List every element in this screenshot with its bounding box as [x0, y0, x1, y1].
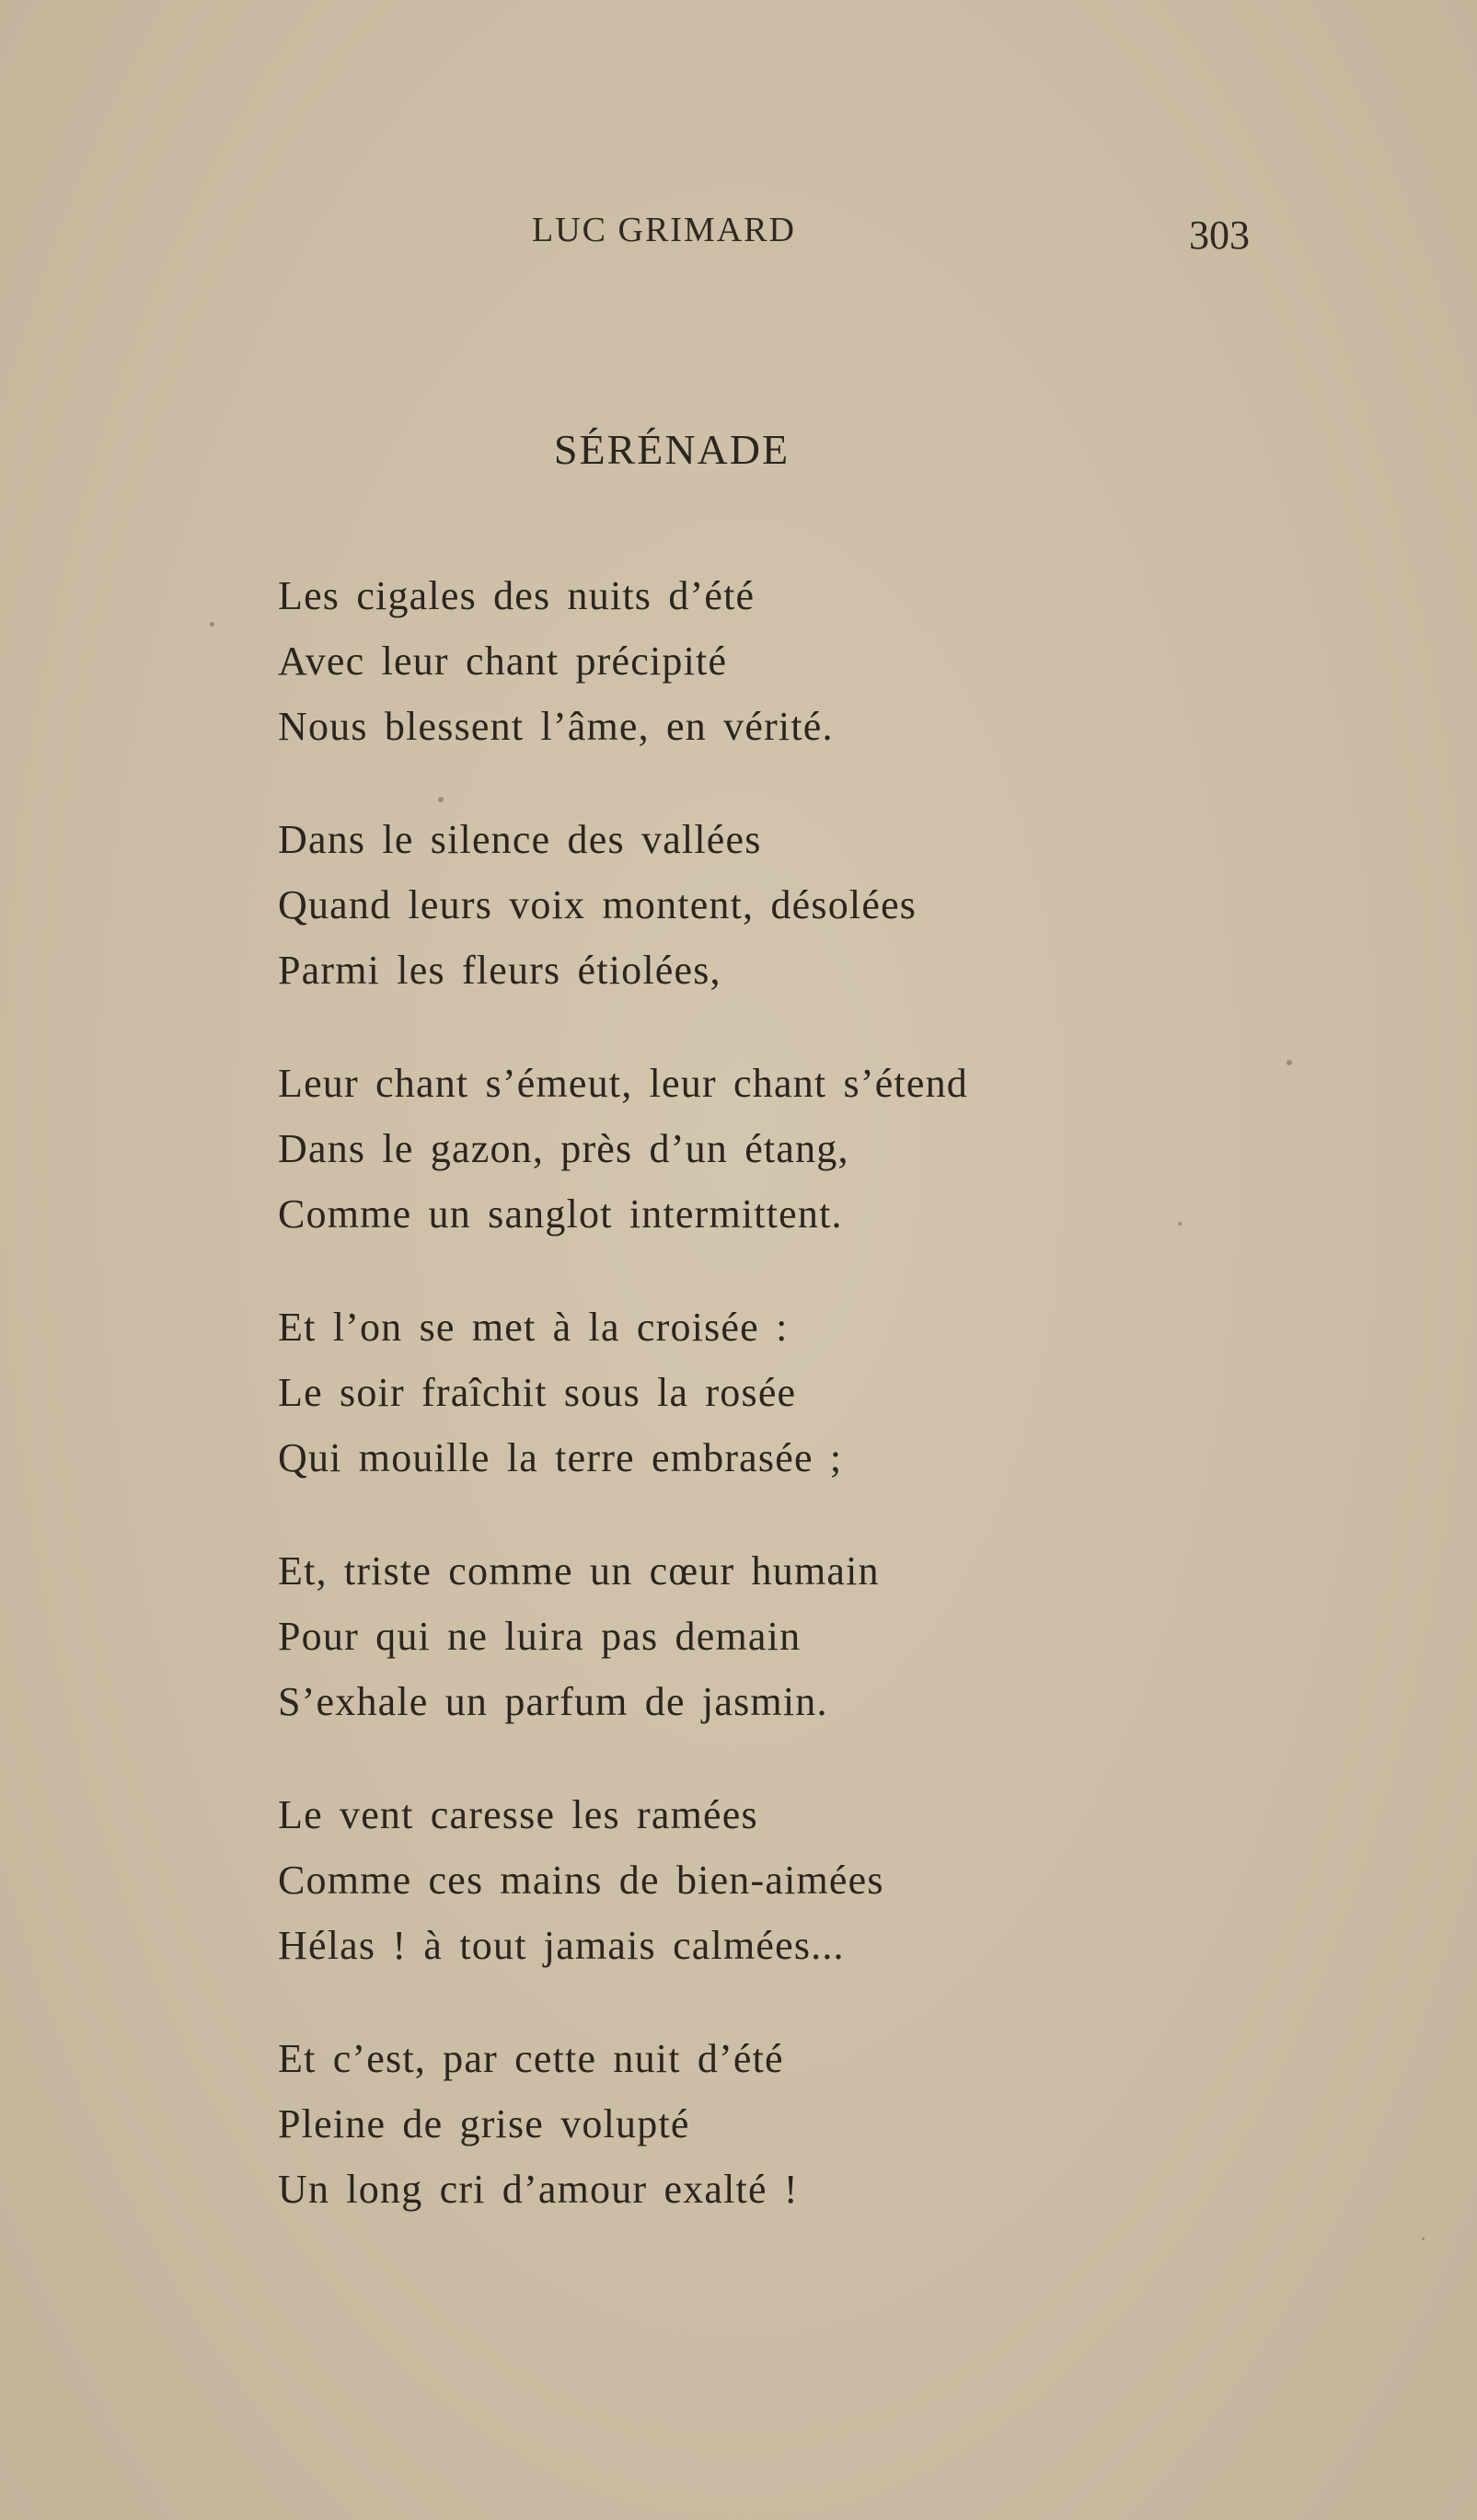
poem-line: Et c’est, par cette nuit d’été	[278, 2036, 784, 2081]
paper-speck	[210, 622, 214, 627]
poem-body	[278, 563, 1290, 2270]
poem-line: Et l’on se met à la croisée :	[278, 1305, 789, 1350]
stanza	[278, 1782, 1290, 1978]
poem-line: S’exhale un parfum de jasmin.	[278, 1679, 828, 1724]
paper-speck	[438, 797, 444, 802]
poem-line: Le soir fraîchit sous la rosée	[278, 1370, 797, 1415]
poem-line: Parmi les fleurs étiolées,	[278, 948, 721, 993]
poem-line: Comme un sanglot intermittent.	[278, 1191, 843, 1237]
stanza	[278, 563, 1290, 759]
poem-line: Pleine de grise volupté	[278, 2101, 690, 2146]
running-title: LUC GRIMARD	[532, 211, 796, 249]
poem-line: Comme ces mains de bien-aimées	[278, 1858, 884, 1903]
poem-line: Pour qui ne luira pas demain	[278, 1614, 802, 1659]
poem-line: Nous blessent l’âme, en vérité.	[278, 704, 834, 749]
paper-speck	[1178, 1222, 1182, 1225]
poem-line: Un long cri d’amour exalté !	[278, 2167, 799, 2212]
poem-line: Dans le silence des vallées	[278, 817, 762, 862]
poem-line: Qui mouille la terre embrasée ;	[278, 1435, 843, 1480]
poem-title: SÉRÉNADE	[553, 426, 790, 473]
poem-line: Leur chant s’émeut, leur chant s’étend	[278, 1061, 968, 1106]
stanza	[278, 1051, 1290, 1247]
poem-line: Le vent caresse les ramées	[278, 1792, 758, 1837]
stanza	[278, 1295, 1290, 1490]
page-number: 303	[1189, 213, 1250, 258]
poem-line: Avec leur chant précipité	[278, 639, 728, 684]
poem-line: Les cigales des nuits d’été	[278, 573, 756, 618]
paper-speck	[1422, 2238, 1425, 2240]
running-head	[0, 210, 1477, 265]
stanza	[278, 2026, 1290, 2222]
poem-line: Hélas ! à tout jamais calmées...	[278, 1923, 845, 1968]
stanza	[278, 1538, 1290, 1734]
poem-line: Dans le gazon, près d’un étang,	[278, 1126, 849, 1171]
poem-line: Quand leurs voix montent, désolées	[278, 882, 917, 927]
paper-speck	[1287, 1060, 1292, 1065]
poem-line: Et, triste comme un cœur humain	[278, 1548, 880, 1594]
stanza	[278, 807, 1290, 1003]
